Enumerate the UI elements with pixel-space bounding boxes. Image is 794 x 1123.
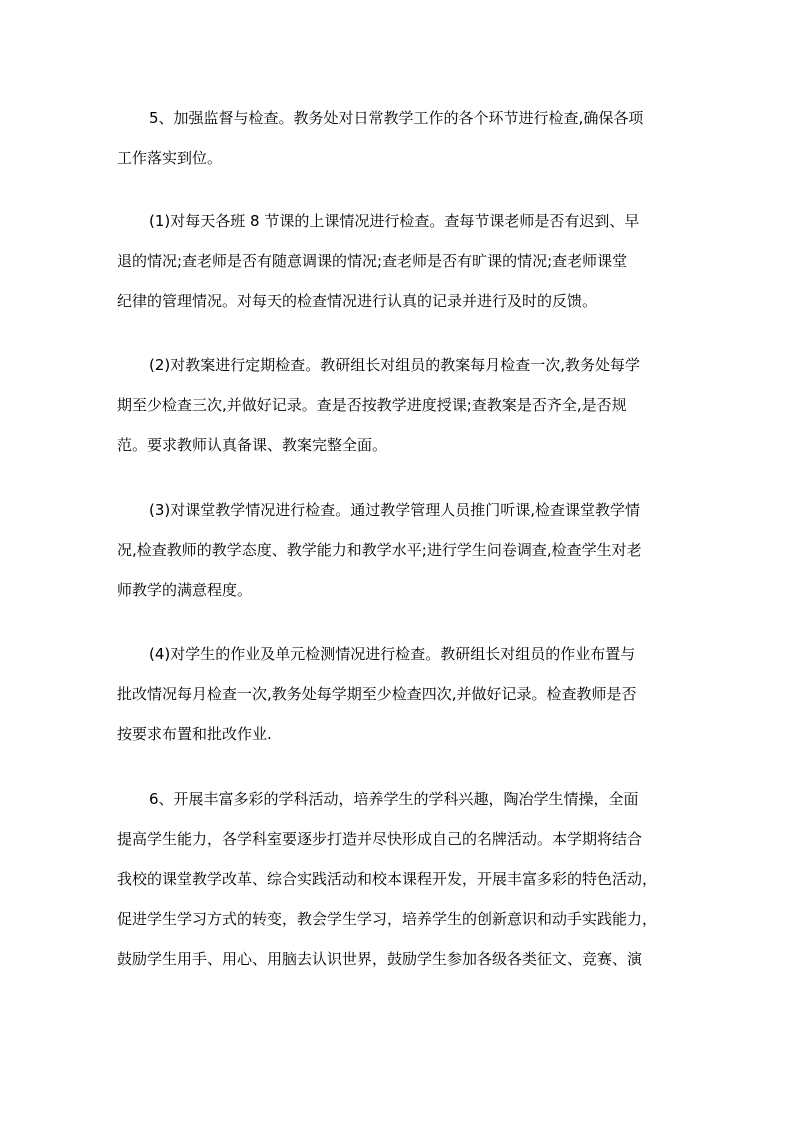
text-line: 工作落实到位。 bbox=[117, 149, 223, 167]
paragraph-2-lesson-plan-check bbox=[117, 345, 677, 465]
text-line: 退的情况;查老师是否有随意调课的情况;查老师是否有旷课的情况;查老师课堂 bbox=[117, 252, 628, 270]
text-line: 6、开展丰富多彩的学科活动，培养学生的学科兴趣，陶冶学生情操，全面 bbox=[149, 790, 639, 808]
text-line: 批改情况每月检查一次,教务处每学期至少检查四次,并做好记录。检查教师是否 bbox=[117, 685, 637, 703]
text-line: 期至少检查三次,并做好记录。查是否按教学进度授课;查教案是否齐全,是否规 bbox=[117, 396, 627, 414]
paragraph-4-homework-check bbox=[117, 634, 677, 754]
text-line: (2)对教案进行定期检查。教研组长对组员的教案每月检查一次,教务处每学 bbox=[149, 356, 641, 374]
paragraph-1-class-check bbox=[117, 201, 677, 321]
text-line: 鼓励学生用手、用心、用脑去认识世界，鼓励学生参加各级各类征文、竞赛、演 bbox=[117, 950, 643, 968]
text-line: 提高学生能力，各学科室要逐步打造并尽快形成自己的名牌活动。本学期将结合 bbox=[117, 830, 643, 848]
text-line: 范。要求教师认真备课、教案完整全面。 bbox=[117, 436, 388, 454]
text-line: 5、加强监督与检查。教务处对日常教学工作的各个环节进行检查,确保各项 bbox=[149, 109, 644, 127]
text-line: 纪律的管理情况。对每天的检查情况进行认真的记录并进行及时的反馈。 bbox=[117, 292, 598, 310]
text-line: 按要求布置和批改作业. bbox=[117, 725, 272, 743]
paragraph-5-supervision bbox=[117, 98, 677, 178]
text-line: 促进学生学习方式的转变，教会学生学习，培养学生的创新意识和动手实践能力， bbox=[117, 910, 658, 928]
text-line: 我校的课堂教学改革、综合实践活动和校本课程开发，开展丰富多彩的特色活动， bbox=[117, 870, 658, 888]
text-line: 师教学的满意程度。 bbox=[117, 581, 253, 599]
paragraph-6-subject-activities bbox=[117, 779, 677, 979]
text-line: 况,检查教师的教学态度、教学能力和教学水平;进行学生问卷调查,检查学生对老 bbox=[117, 541, 642, 559]
paragraph-3-classroom-check bbox=[117, 490, 677, 610]
text-line: (1)对每天各班 8 节课的上课情况进行检查。查每节课老师是否有迟到、早 bbox=[149, 212, 640, 230]
text-line: (3)对课堂教学情况进行检查。通过教学管理人员推门听课,检查课堂教学情 bbox=[149, 501, 641, 519]
text-line: (4)对学生的作业及单元检测情况进行检查。教研组长对组员的作业布置与 bbox=[149, 645, 636, 663]
